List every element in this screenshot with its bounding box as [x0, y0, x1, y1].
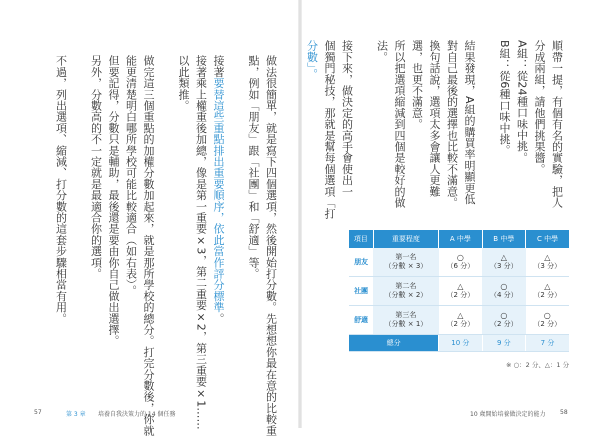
row-weight [373, 277, 439, 306]
header-school-a: A 中學 [439, 230, 482, 248]
score-symbol: ○ [500, 311, 508, 320]
rank-label: 第一名 [395, 253, 417, 261]
score-points: （2 分） [446, 320, 475, 328]
text-segment: 順帶一提，有個有名的實驗，把人 [550, 40, 564, 208]
table-row [349, 277, 569, 306]
text-segment: 個獨門秘技，那就是幫每個選項「打 [323, 40, 336, 220]
text-segment: 點，例如「朋友」跟「社團」和「舒適」等。 [247, 55, 260, 279]
text-column [87, 55, 104, 279]
chapter-label: 第 3 章 [66, 411, 86, 418]
score-cell [482, 248, 525, 277]
header-importance: 重要程度 [373, 230, 439, 248]
score-symbol: △ [457, 311, 464, 320]
text-segment: A組：從24種口味中挑。 [515, 40, 529, 163]
total-a: 10 分 [439, 335, 482, 352]
text-segment: 做法很簡單，就是寫下四個選項，然後開始打分數。先想想你最在意的比較重 [264, 55, 278, 436]
score-cell [526, 306, 569, 335]
score-cell [482, 277, 525, 306]
text-column [210, 55, 227, 324]
text-column [122, 55, 139, 296]
text-segment: B組：從6種口味中挑。 [498, 40, 511, 156]
text-column [262, 55, 279, 436]
table-row [349, 248, 569, 277]
score-symbol: △ [544, 282, 551, 291]
text-column [496, 40, 513, 156]
text-segment: 接著乘上權重後加總，像是第一重要×3，第二重要×2，第三重要×1…… [194, 55, 208, 430]
total-row [349, 335, 569, 352]
text-segment: 做完這三個重點的加權分數加起來，就是那所學校的總分。打完分數後，你就 [142, 55, 155, 436]
weight-label: （分數 × 3） [384, 262, 428, 270]
header-item: 項目 [349, 230, 373, 248]
score-symbol: ○ [456, 253, 464, 262]
text-column [175, 55, 192, 111]
score-cell [439, 306, 482, 335]
running-title-right: 10 歲開始培養做決定的能力 [470, 411, 546, 418]
score-points: （3 分） [489, 262, 518, 270]
text-column [105, 55, 122, 346]
text-column [373, 40, 390, 62]
score-points: （6 分） [446, 262, 475, 270]
text-segment: 接著 [212, 55, 225, 78]
text-column [408, 40, 425, 130]
score-cell [439, 277, 482, 306]
row-weight [373, 248, 439, 277]
text-column [391, 40, 408, 208]
score-symbol: ○ [543, 311, 551, 320]
score-points: （3 分） [533, 262, 562, 270]
score-points: （2 分） [446, 291, 475, 299]
header-school-c: C 中學 [526, 230, 569, 248]
score-cell [526, 248, 569, 277]
score-points: （2 分） [533, 291, 562, 299]
row-item: 舒適 [349, 306, 373, 335]
text-segment: 。 [212, 312, 225, 324]
text-column [461, 40, 478, 205]
score-table [349, 230, 569, 352]
text-column [531, 40, 548, 174]
score-points: （2 分） [533, 320, 562, 328]
text-segment: 分成兩組，請他們挑果醬。 [533, 40, 546, 175]
text-segment: 要替這些重點排出重要順序，依此當作評分標準 [212, 77, 225, 313]
rank-label: 第三名 [395, 311, 417, 319]
text-segment: 不過，列出選項、縮減、打分數的這套步驟相當有用。 [54, 55, 68, 324]
text-segment: 換句話說，選項太多會讓人更難 [428, 40, 441, 197]
text-segment: 另外，分數高的不一定就是最適合你的選項。 [89, 55, 103, 279]
score-symbol: ○ [500, 282, 508, 291]
page-number-right: 58 [560, 409, 568, 416]
text-column [443, 40, 460, 208]
header-school-b: B 中學 [482, 230, 525, 248]
text-segment: 對自己最後的選擇也比較不滿意。 [445, 40, 459, 208]
page-gutter [298, 0, 302, 428]
row-item: 朋友 [349, 248, 373, 277]
text-column [321, 40, 338, 219]
score-cell [482, 306, 525, 335]
text-segment: 所以把選項縮減到四個是較好的做 [393, 40, 406, 208]
text-segment: 選，也更不滿意。 [410, 40, 424, 130]
text-segment: 以此類推。 [177, 55, 190, 111]
text-column [513, 40, 530, 163]
text-column [192, 55, 209, 430]
text-column [548, 40, 565, 208]
text-segment: 結果發現，A組的購買率明顯更低 [463, 40, 476, 205]
score-symbol: △ [457, 282, 464, 291]
text-segment: 但要記得，分數只是輔助，最後還是要由你自己做出選擇。 [107, 55, 120, 347]
text-column [338, 40, 355, 197]
rank-label: 第二名 [395, 282, 417, 290]
total-b: 9 分 [482, 335, 525, 352]
chapter-title: 培養自我決策力的 14 個任務 [98, 411, 176, 418]
score-symbol: △ [544, 253, 551, 262]
score-points: （2 分） [489, 320, 518, 328]
score-table-header [349, 230, 569, 248]
row-item: 社團 [349, 277, 373, 306]
total-c: 7 分 [526, 335, 569, 352]
text-segment: 法。 [375, 40, 389, 63]
text-segment: 接下來，做決定的高手會使出一 [340, 40, 354, 197]
weight-label: （分數 × 2） [384, 291, 428, 299]
text-column [426, 40, 443, 197]
score-symbol: △ [500, 253, 507, 262]
text-segment: 分數」。 [305, 40, 319, 80]
weight-label: （分數 × 1） [384, 320, 428, 328]
text-column [140, 55, 157, 436]
total-label: 總分 [349, 335, 439, 352]
score-points: （4 分） [489, 291, 518, 299]
score-legend-note: ※ ○：2 分、△：1 分 [506, 361, 570, 369]
page-number-left: 57 [34, 409, 42, 416]
text-column [52, 55, 69, 324]
table-row [349, 306, 569, 335]
text-column [245, 55, 262, 279]
text-segment: 能更清楚明白哪所學校可能比較適合（如右表）。 [124, 55, 138, 296]
score-cell [526, 277, 569, 306]
row-weight [373, 306, 439, 335]
text-column [303, 40, 320, 79]
score-cell [439, 248, 482, 277]
